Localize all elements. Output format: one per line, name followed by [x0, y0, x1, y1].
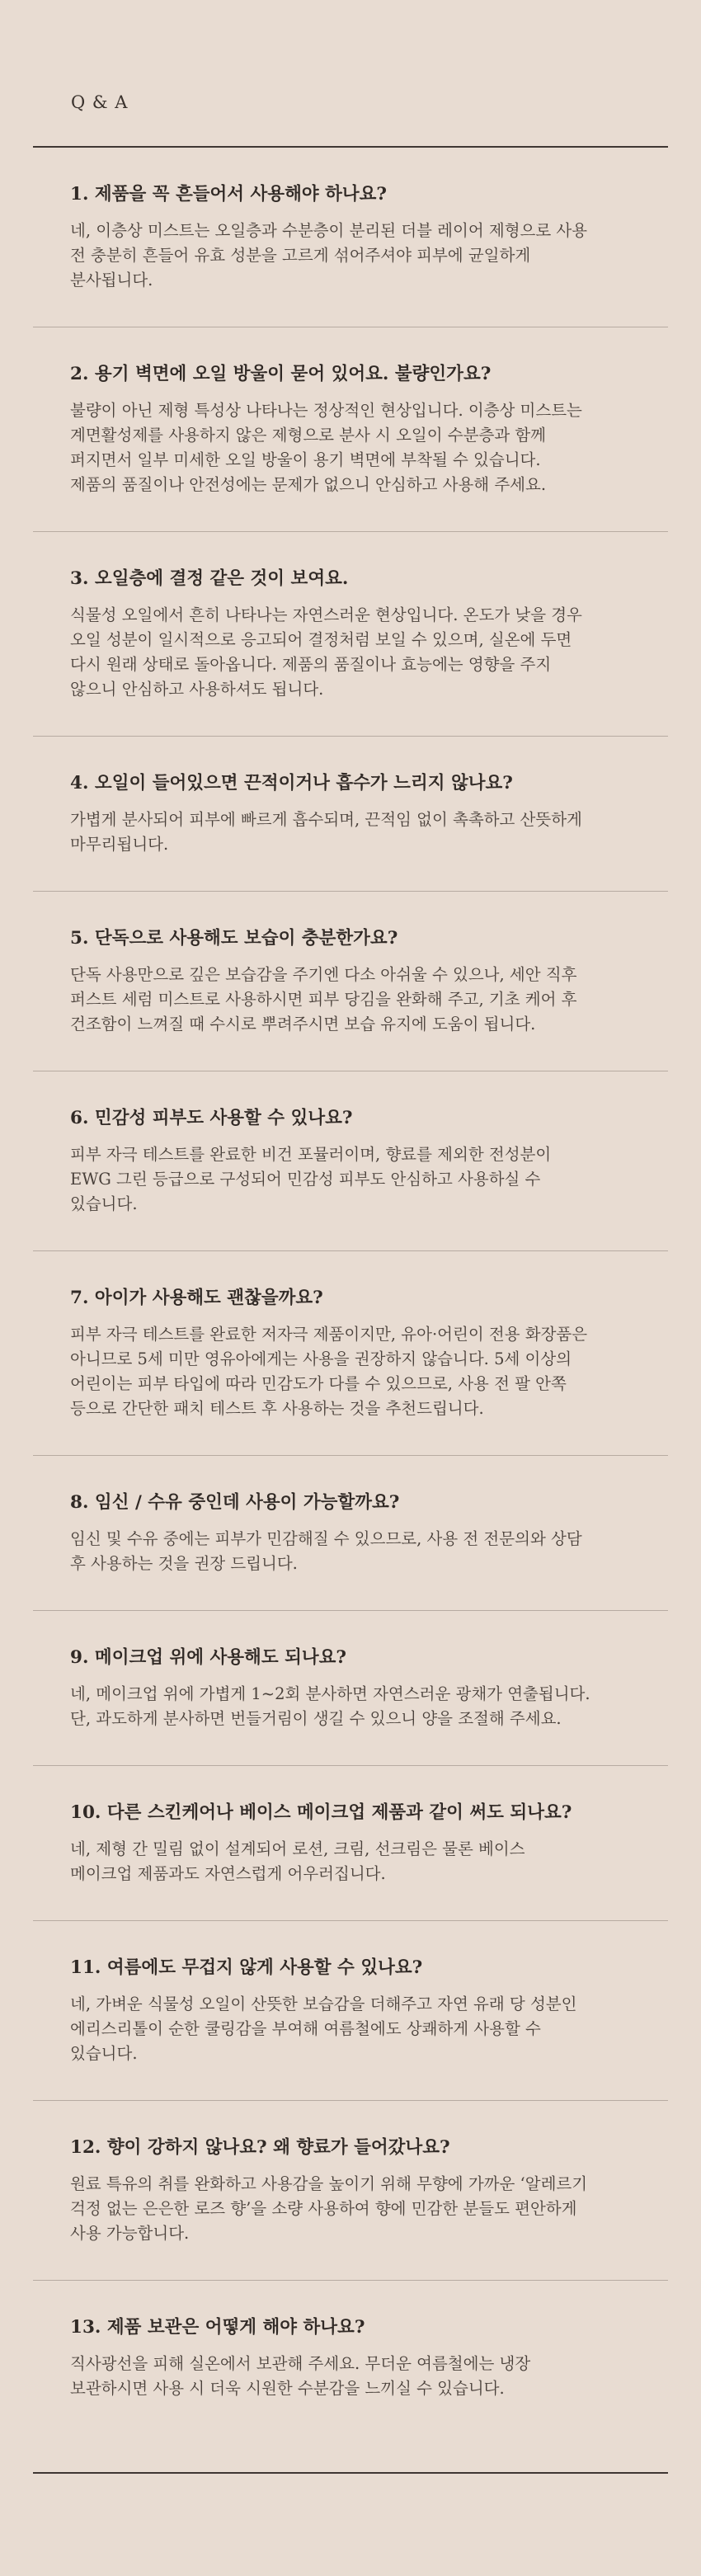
faq-question: 6. 민감성 피부도 사용할 수 있나요? — [70, 1108, 353, 1128]
faq-answer: 직사광선을 피해 실온에서 보관해 주세요. 무더운 여름철에는 냉장 보관하시면 사용 시 더욱 시원한 수분감을 느끼실 수 있습니다. — [70, 2354, 531, 2398]
faq-answer: 불량이 아닌 제형 특성상 나타나는 정상적인 현상입니다. 이층상 미스트는 계면활성제를 사용하지 않은 제형으로 분사 시 오일이 수분층과 함께 퍼지면서 일부 미세한 오일 방울이 용기 벽면에 부착될 수 있습니다. 제품의 품질이나 안전성에는 문제가 없으니 안심하고 사용해 주세요. — [70, 401, 582, 494]
faq-question: 8. 임신 / 수유 중인데 사용이 가능할까요? — [70, 1492, 400, 1513]
faq-answer: 단독 사용만으로 깊은 보습감을 주기엔 다소 아쉬울 수 있으나, 세안 직후 퍼스트 세럼 미스트로 사용하시면 피부 당김을 완화해 주고, 기초 케어 후 건조함이 느껴질 때 수시로 뿌려주시면 보습 유지에 도움이 됩니다. — [70, 965, 577, 1034]
page-title: Q & A — [71, 92, 129, 112]
faq-answer: 피부 자극 테스트를 완료한 비건 포뮬러이며, 향료를 제외한 전성분이 EWG 그린 등급으로 구성되어 민감성 피부도 안심하고 사용하실 수 있습니다. — [70, 1145, 552, 1213]
faq-answer: 네, 메이크업 위에 가볍게 1~2회 분사하면 자연스러운 광채가 연출됩니다. 단, 과도하게 분사하면 번들거림이 생길 수 있으니 양을 조절해 주세요. — [70, 1684, 590, 1728]
faq-question: 1. 제품을 꼭 흔들어서 사용해야 하나요? — [70, 184, 388, 205]
faq-item — [33, 1071, 668, 1251]
faq-question: 12. 향이 강하지 않나요? 왜 향료가 들어갔나요? — [70, 2137, 450, 2158]
faq-answer: 가볍게 분사되어 피부에 빠르게 흡수되며, 끈적임 없이 촉촉하고 산뜻하게 마무리됩니다. — [70, 810, 582, 854]
faq-item — [33, 532, 668, 737]
faq-item — [33, 327, 668, 532]
faq-answer: 임신 및 수유 중에는 피부가 민감해질 수 있으므로, 사용 전 전문의와 상담 후 사용하는 것을 권장 드립니다. — [70, 1529, 582, 1573]
faq-question: 13. 제품 보관은 어떻게 해야 하나요? — [70, 2317, 365, 2338]
faq-answer: 원료 특유의 취를 완화하고 사용감을 높이기 위해 무향에 가까운 ‘알레르기 걱정 없는 은은한 로즈 향’을 소량 사용하여 향에 민감한 분들도 편안하게 사용 가능합니다. — [70, 2174, 588, 2243]
faq-question: 11. 여름에도 무겁지 않게 사용할 수 있나요? — [70, 1957, 423, 1978]
faq-answer: 네, 가벼운 식물성 오일이 산뜻한 보습감을 더해주고 자연 유래 당 성분인 에리스리톨이 순한 쿨링감을 부여해 여름철에도 상쾌하게 사용할 수 있습니다. — [70, 1994, 577, 2063]
faq-question: 5. 단독으로 사용해도 보습이 충분한가요? — [70, 928, 398, 949]
faq-item — [33, 1456, 668, 1611]
faq-item — [33, 1921, 668, 2101]
faq-answer: 네, 이층상 미스트는 오일층과 수분층이 분리된 더블 레이어 제형으로 사용 전 충분히 흔들어 유효 성분을 고르게 섞어주셔야 피부에 균일하게 분사됩니다. — [70, 221, 588, 290]
faq-item — [33, 2101, 668, 2281]
faq-list — [0, 148, 701, 2435]
faq-item — [33, 737, 668, 892]
faq-question: 7. 아이가 사용해도 괜찮을까요? — [70, 1288, 323, 1308]
faq-question: 3. 오일층에 결정 같은 것이 보여요. — [70, 568, 349, 589]
faq-item — [33, 1611, 668, 1766]
faq-item — [33, 892, 668, 1071]
faq-item — [33, 1251, 668, 1456]
bottom-divider — [33, 2472, 668, 2474]
faq-answer: 네, 제형 간 밀림 없이 설계되어 로션, 크림, 선크림은 물론 베이스 메이크업 제품과도 자연스럽게 어우러집니다. — [70, 1839, 525, 1883]
faq-item — [33, 148, 668, 327]
faq-question: 2. 용기 벽면에 오일 방울이 묻어 있어요. 불량인가요? — [70, 364, 492, 384]
faq-question: 4. 오일이 들어있으면 끈적이거나 흡수가 느리지 않나요? — [70, 773, 513, 794]
faq-answer: 식물성 오일에서 흔히 나타나는 자연스러운 현상입니다. 온도가 낮을 경우 오일 성분이 일시적으로 응고되어 결정처럼 보일 수 있으며, 실온에 두면 다시 원래 상태로 돌아옵니다. 제품의 품질이나 효능에는 영향을 주지 않으니 안심하고 사용하셔도 됩니다. — [70, 605, 582, 699]
faq-answer: 피부 자극 테스트를 완료한 저자극 제품이지만, 유아·어린이 전용 화장품은 아니므로 5세 미만 영유아에게는 사용을 권장하지 않습니다. 5세 이상의 어린이는 피부 타입에 따라 민감도가 다를 수 있으므로, 사용 전 팔 안쪽 등으로 간단한 패치 테스트 후 사용하는 것을 추천드립니다. — [70, 1325, 588, 1418]
faq-item — [33, 2281, 668, 2435]
faq-question: 9. 메이크업 위에 사용해도 되나요? — [70, 1647, 346, 1668]
faq-question: 10. 다른 스킨케어나 베이스 메이크업 제품과 같이 써도 되나요? — [70, 1802, 572, 1823]
faq-item — [33, 1766, 668, 1921]
